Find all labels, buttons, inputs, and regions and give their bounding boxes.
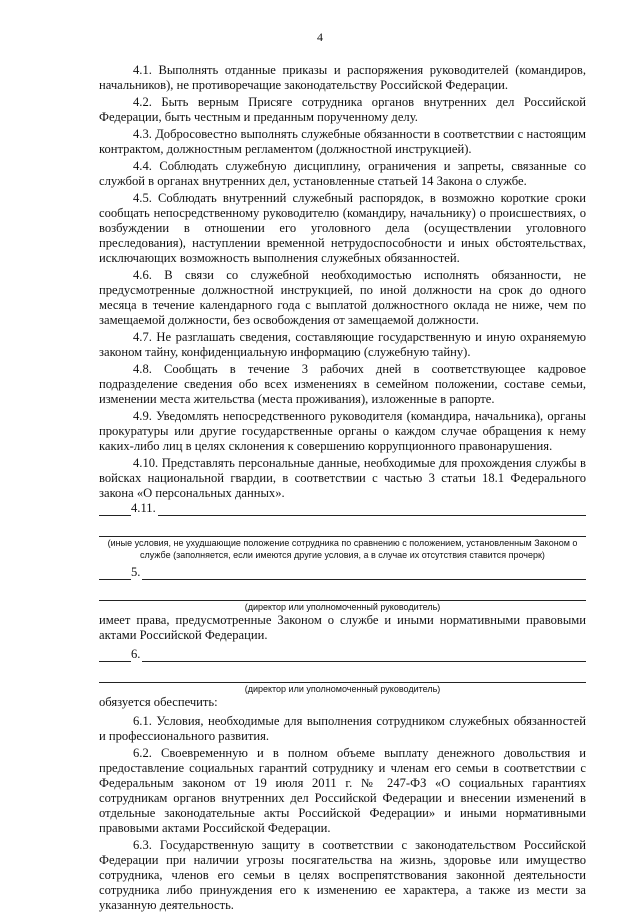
clause-4-9: 4.9. Уведомлять непосредственного руководителя (командира, начальника), органы прокуратуры или другие государственные органы о каждом случае обращения к нему каких-либо лиц в целях склонения к совершению коррупционного правонарушения. (99, 409, 586, 453)
clause-4-1: 4.1. Выполнять отданные приказы и распоряжения руководителей (командиров, начальников), не противоречащие законодательству Российской Федерации. (99, 63, 586, 92)
clause-6-2: 6.2. Своевременную и в полном объеме выплату денежного довольствия и предоставление социальных гарантий сотруднику и членам его семьи в соответствии с Федеральным законом от 19 июля 2011 г. № 247-ФЗ «О социальных гарантиях сотрудникам органов внутренних дел Российской Федерации и внесении изменений в отдельные законодательные акты Российской Федерации» и иными нормативными правовыми актами Российской Федерации. (99, 746, 586, 835)
item-6-fill-line-2 (99, 668, 586, 683)
item-5-label: 5. (131, 565, 141, 579)
clause-4-11-label: 4.11. (131, 501, 156, 515)
clause-4-7: 4.7. Не разглашать сведения, составляющие государственную и иную охраняемую законом тайну, конфиденциальную информацию (служебную тайну). (99, 330, 586, 359)
clause-6-1: 6.1. Условия, необходимые для выполнения сотрудником служебных обязанностей и профессионального развития. (99, 714, 586, 743)
obliged-text: обязуется обеспечить: (99, 695, 218, 709)
item-5-fill-line (99, 565, 586, 580)
clause-6-3: 6.3. Государственную защиту в соответствии с законодательством Российской Федерации при наличии угрозы посягательства на жизнь, здоровье или имущество сотрудника, членов его семьи в целях воспрепятствования законной деятельности сотрудника либо принуждения его к изменению ее характера, а также из мести за указанную деятельность. (99, 838, 586, 912)
caption-director-1: (директор или уполномоченный руководитель) (244, 602, 441, 612)
clause-4-5: 4.5. Соблюдать внутренний служебный распорядок, в возможно короткие сроки сообщать непосредственному руководителю (командиру, начальнику) о происшествиях, о возбуждении в отношении его уголовного дела (осуществлении уголовного преследования), наступлении временной нетрудоспособности и иных обстоятельствах, исключающих возможность выполнения служебных обязанностей. (99, 191, 586, 265)
item-5-fill-line-2 (99, 586, 586, 601)
clause-4-4: 4.4. Соблюдать служебную дисциплину, ограничения и запреты, связанные со службой в органах внутренних дел, установленные статьей 14 Закона о службе. (99, 159, 586, 188)
clause-4-3: 4.3. Добросовестно выполнять служебные обязанности в соответствии с настоящим контрактом, должностным регламентом (должностной инструкцией). (99, 127, 586, 156)
page-number: 4 (317, 30, 323, 44)
rights-text: имеет права, предусмотренные Законом о службе и иными нормативными правовыми актами Российской Федерации. (99, 613, 586, 642)
caption-other-conditions: (иные условия, не ухудшающие положение сотрудника по сравнению с положением, установленным Законом о службе (заполняется, если имеются другие условия, а в случае их отсутствия ставится прочерк) (107, 538, 578, 560)
clause-4-2: 4.2. Быть верным Присяге сотрудника органов внутренних дел Российской Федерации, быть честным и преданным порученному делу. (99, 95, 586, 124)
item-6-label: 6. (131, 647, 141, 661)
clause-4-11-fill-line-2 (99, 522, 586, 537)
caption-director-2: (директор или уполномоченный руководитель) (244, 684, 441, 694)
clause-4-6: 4.6. В связи со служебной необходимостью исполнять обязанности, не предусмотренные должностной инструкцией, по иной должности на срок до одного месяца в течение календарного года с выплатой должностного оклада не ниже, чем по замещаемой должности, без освобождения от замещаемой должности. (99, 268, 586, 327)
clause-4-11-fill-line (99, 501, 586, 516)
document-body (99, 63, 586, 913)
clause-4-10: 4.10. Представлять персональные данные, необходимые для прохождения службы в войсках национальной гвардии, в соответствии с частью 3 статьи 18.1 Федерального закона «О персональных данных». (99, 456, 586, 500)
item-6-fill-line (99, 647, 586, 662)
clause-4-8: 4.8. Сообщать в течение 3 рабочих дней в соответствующее кадровое подразделение сведения обо всех изменениях в семейном положении, составе семьи, изменении места жительства (места проживания), изложенные в рапорте. (99, 362, 586, 406)
